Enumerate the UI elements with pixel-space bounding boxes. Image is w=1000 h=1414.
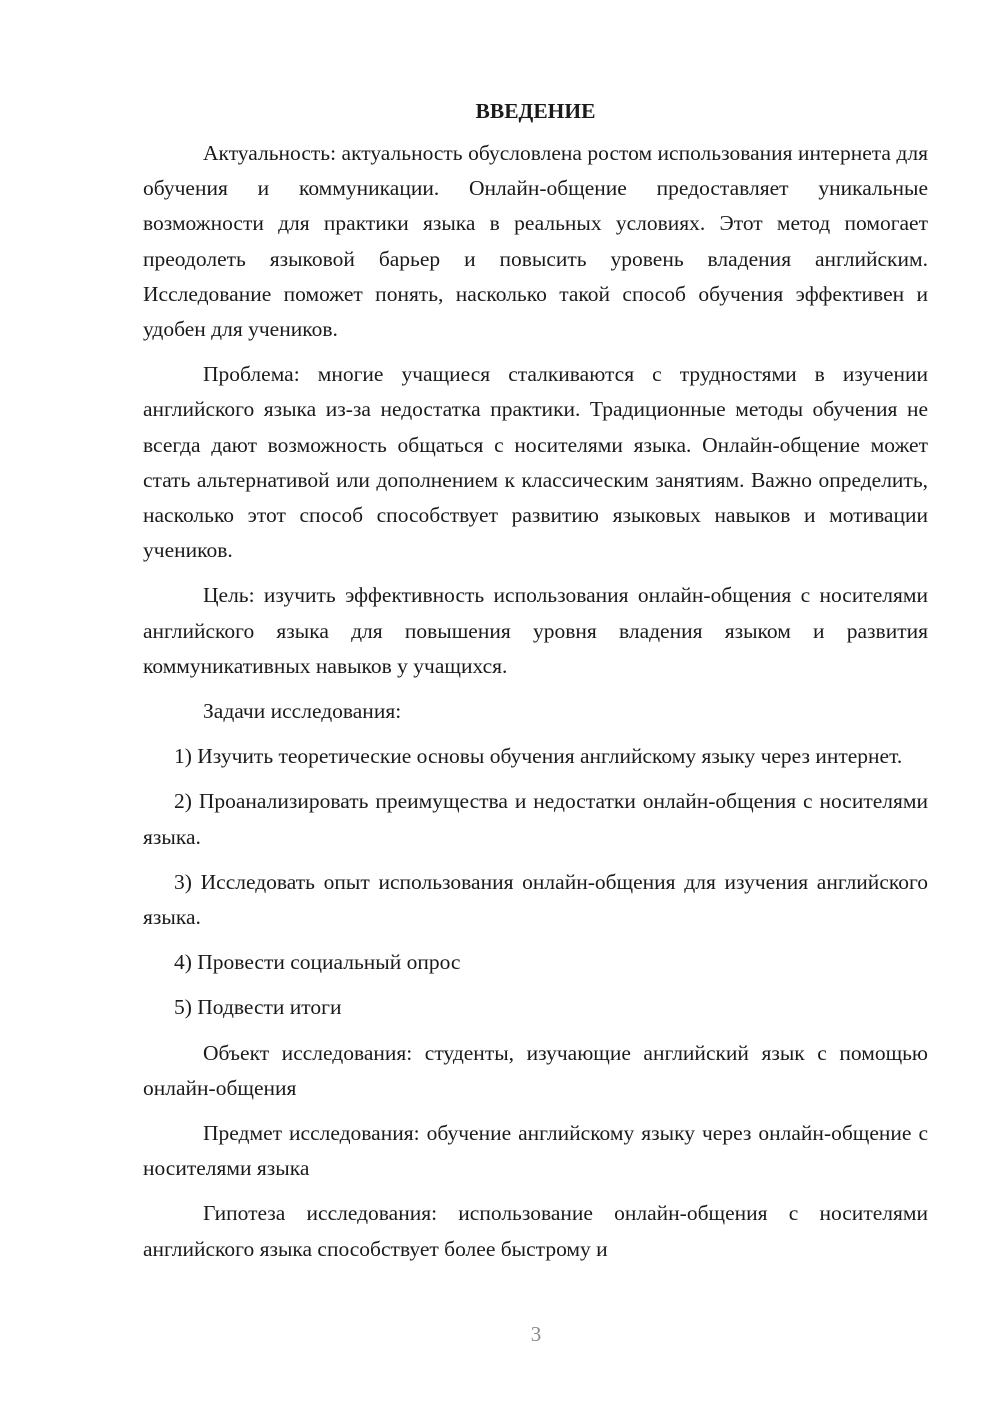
paragraph-problem: Проблема: многие учащиеся сталкиваются с трудностями в изучении английского языка из-за недостатка практики. Традиционные методы обучения не всегда дают возможность общаться с носителями языка. Онлайн-общение может стать альтернативой или дополнением к классическим занятиям. Важно определить, насколько этот способ способствует развитию языковых навыков и мотивации учеников. bbox=[143, 362, 928, 563]
task-item-1: 1) Изучить теоретические основы обучения английскому языку через интернет. bbox=[174, 744, 903, 769]
paragraph-goal: Цель: изучить эффективность использования онлайн-общения с носителями английского языка для повышения уровня владения языком и развития коммуникативных навыков у учащихся. bbox=[143, 583, 928, 678]
document-page bbox=[143, 96, 928, 1277]
section-title: ВВЕДЕНИЕ bbox=[475, 99, 596, 123]
paragraph-object: Объект исследования: студенты, изучающие английский язык с помощью онлайн-общения bbox=[143, 1040, 928, 1100]
paragraph-subject: Предмет исследования: обучение английскому языку через онлайн-общение с носителями языка bbox=[143, 1121, 928, 1181]
tasks-heading: Задачи исследования: bbox=[203, 699, 402, 724]
task-item-3: 3) Исследовать опыт использования онлайн-общения для изучения английского языка. bbox=[143, 869, 928, 930]
paragraph-relevance: Актуальность: актуальность обусловлена ростом использования интернета для обучения и коммуникации. Онлайн-общение предоставляет уникальные возможности для практики языка в реальных условиях. Этот метод помогает преодолеть языковой барьер и повысить уровень владения английским. Исследование поможет понять, насколько такой способ обучения эффективен и удобен для учеников. bbox=[143, 141, 928, 342]
task-item-5: 5) Подвести итоги bbox=[174, 995, 342, 1020]
paragraph-hypothesis: Гипотеза исследования: использование онлайн-общения с носителями английского языка способствует более быстрому и bbox=[143, 1201, 928, 1261]
task-item-2: 2) Проанализировать преимущества и недостатки онлайн-общения с носителями языка. bbox=[143, 789, 928, 849]
page-number: 3 bbox=[530, 1322, 542, 1346]
task-item-4: 4) Провести социальный опрос bbox=[174, 950, 461, 975]
